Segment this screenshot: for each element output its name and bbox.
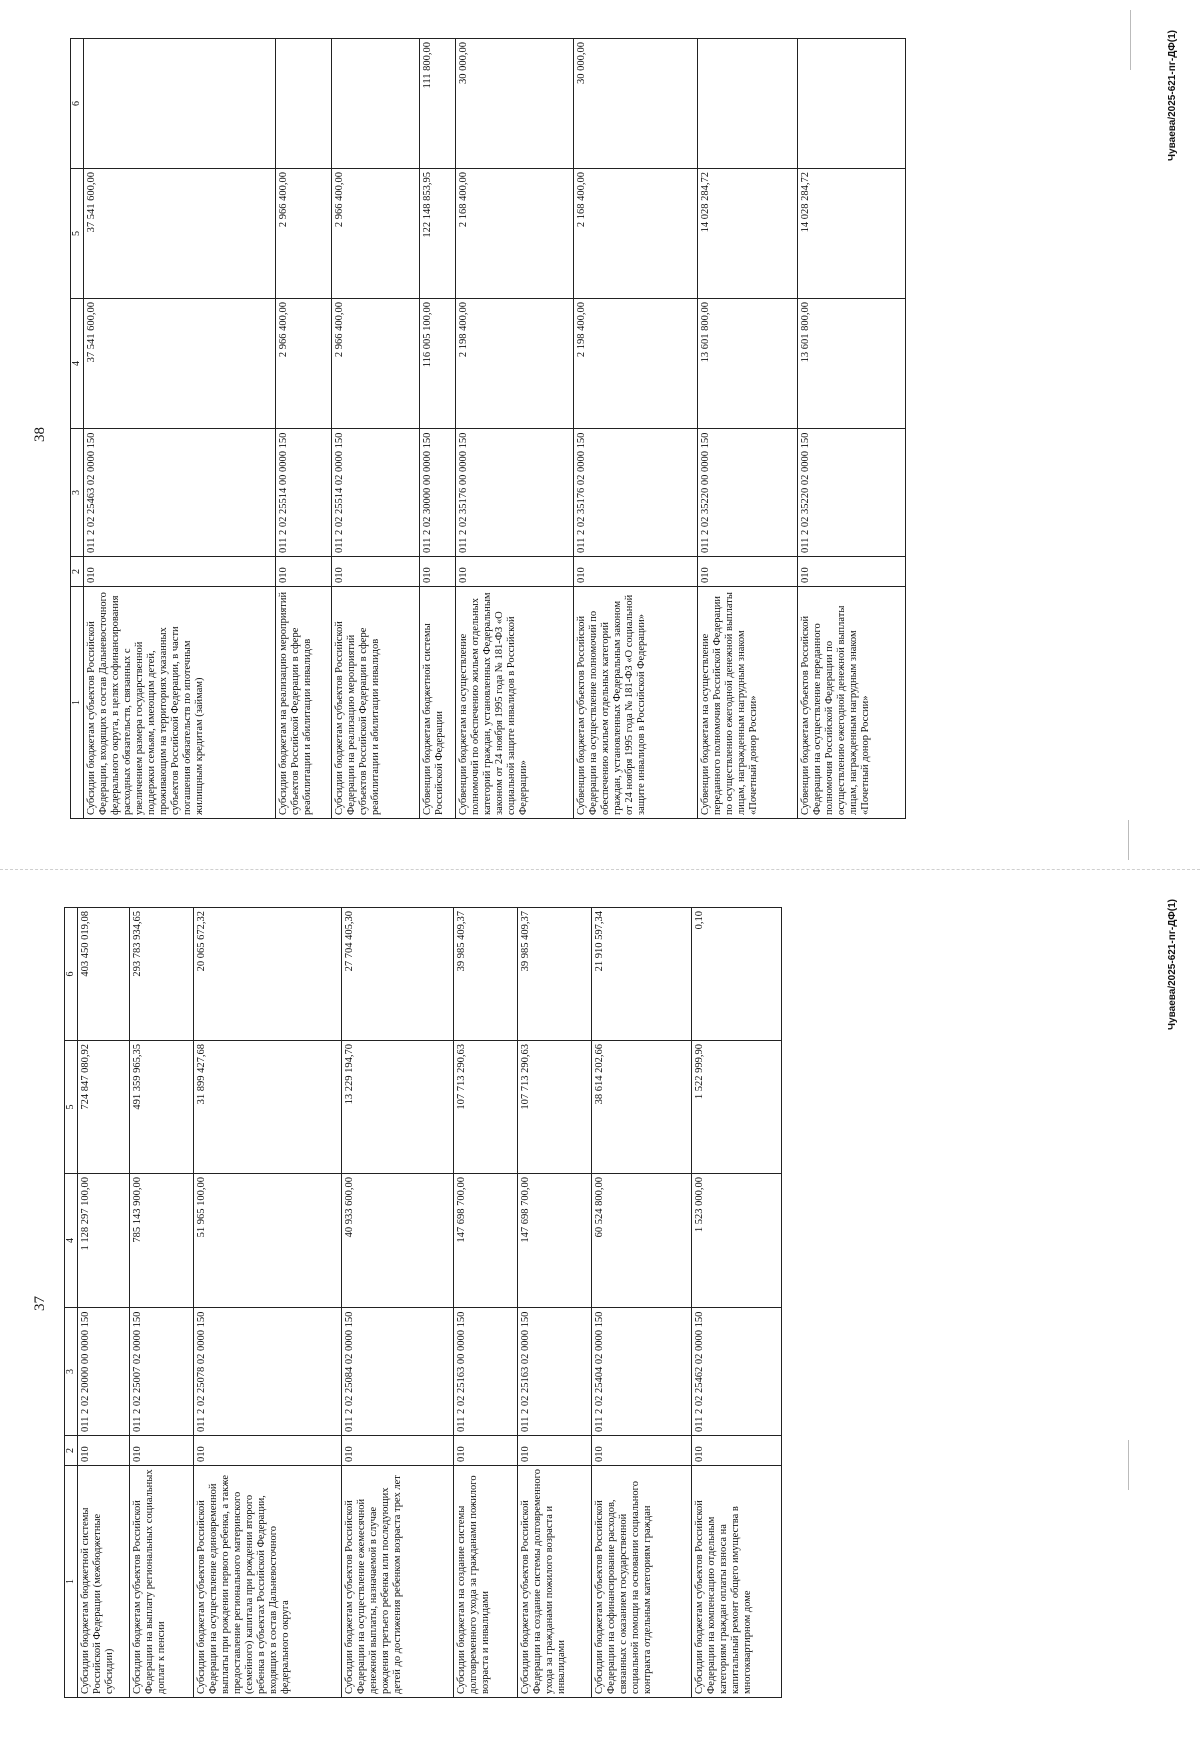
- table-row: [194, 908, 342, 1698]
- row-c4: 51 965 100,00: [194, 1174, 342, 1308]
- row-name: Субсидии бюджетам бюджетной системы Российской Федерации (межбюджетные субсидии): [78, 1466, 130, 1698]
- row-c5: 2 168 400,00: [456, 169, 574, 299]
- header-cell: 5: [65, 1041, 78, 1174]
- row-c4: 13 601 800,00: [698, 299, 798, 429]
- row-c4: 785 143 900,00: [130, 1174, 194, 1308]
- row-c4: 2 198 400,00: [456, 299, 574, 429]
- row-c6: 21 910 597,34: [592, 908, 692, 1041]
- row-c5: 14 028 284,72: [698, 169, 798, 299]
- table-row: [518, 908, 592, 1698]
- row-admin: 010: [518, 1436, 592, 1466]
- row-admin: 010: [420, 557, 456, 587]
- row-name: Субсидии бюджетам субъектов Российской Федерации на выплату региональных социальных доплат к пенсии: [130, 1466, 194, 1698]
- table-row: [698, 39, 798, 819]
- row-name: Субсидии бюджетам субъектов Российской Федерации, входящих в состав Дальневосточного федерального округа, в целях софинансирования расходных обязательств, связанных с увеличением размера государственной поддержки семьям, имеющим детей, проживающим на территориях указанных субъектов Российской Федерации, в части погашения обязательств по ипотечным жилищным кредитам (займам): [84, 587, 276, 819]
- row-code: 011 2 02 35176 00 0000 150: [456, 429, 574, 557]
- row-c5: 107 713 290,63: [454, 1041, 518, 1174]
- row-admin: 010: [130, 1436, 194, 1466]
- header-cell: 5: [71, 169, 84, 299]
- scan-artifact: [1128, 1440, 1129, 1490]
- table-row: [332, 39, 420, 819]
- row-code: 011 2 02 25404 02 0000 150: [592, 1308, 692, 1436]
- table-row: [84, 39, 276, 819]
- scan-artifact: [1130, 10, 1131, 70]
- row-c6: [84, 39, 276, 169]
- row-c5: 2 966 400,00: [276, 169, 332, 299]
- row-code: 011 2 02 25463 02 0000 150: [84, 429, 276, 557]
- row-c6: 30 000,00: [456, 39, 574, 169]
- row-c6: 20 065 672,32: [194, 908, 342, 1041]
- row-name: Субвенции бюджетам на осуществление полномочий по обеспечению жильем отдельных категорий граждан, установленных Федеральным законом от 24 ноября 1995 года № 181-ФЗ «О социальной защите инвалидов в Российской Федерации»: [456, 587, 574, 819]
- row-name: Субсидии бюджетам субъектов Российской Федерации на реализацию мероприятий субъектов Российской Федерации в сфере реабилитации и абилитации инвалидов: [332, 587, 420, 819]
- table-header-row: [71, 39, 84, 819]
- row-c4: 116 005 100,00: [420, 299, 456, 429]
- row-c4: 147 698 700,00: [454, 1174, 518, 1308]
- row-admin: 010: [698, 557, 798, 587]
- row-name: Субсидии бюджетам на реализацию мероприятий субъектов Российской Федерации в сфере реабилитации и абилитации инвалидов: [276, 587, 332, 819]
- row-code: 011 2 02 30000 00 0000 150: [420, 429, 456, 557]
- header-cell: 2: [71, 557, 84, 587]
- page-37-content: [0, 869, 1200, 1738]
- header-cell: 3: [65, 1308, 78, 1436]
- row-name: Субсидии бюджетам субъектов Российской Федерации на создание системы долговременного ухода за гражданами пожилого возраста и инвалидами: [518, 1466, 592, 1698]
- table-row: [692, 908, 782, 1698]
- row-c4: 147 698 700,00: [518, 1174, 592, 1308]
- row-c4: 60 524 800,00: [592, 1174, 692, 1308]
- row-admin: 010: [592, 1436, 692, 1466]
- row-code: 011 2 02 25462 02 0000 150: [692, 1308, 782, 1436]
- table-row: [342, 908, 454, 1698]
- row-c4: 1 128 297 100,00: [78, 1174, 130, 1308]
- row-c6: 27 704 405,30: [342, 908, 454, 1041]
- row-code: 011 2 02 25163 00 0000 150: [454, 1308, 518, 1436]
- table-row: [454, 908, 518, 1698]
- row-c6: [276, 39, 332, 169]
- table-row: [78, 908, 130, 1698]
- row-admin: 010: [454, 1436, 518, 1466]
- scan-artifact: [1128, 820, 1129, 860]
- row-admin: 010: [342, 1436, 454, 1466]
- row-c6: 30 000,00: [574, 39, 698, 169]
- row-code: 011 2 02 25514 00 0000 150: [276, 429, 332, 557]
- row-code: 011 2 02 25007 02 0000 150: [130, 1308, 194, 1436]
- row-c4: 2 966 400,00: [332, 299, 420, 429]
- row-admin: 010: [84, 557, 276, 587]
- budget-table: [70, 38, 906, 819]
- row-c6: 39 985 409,37: [454, 908, 518, 1041]
- row-c5: 13 229 194,70: [342, 1041, 454, 1174]
- row-c5: 31 899 427,68: [194, 1041, 342, 1174]
- header-cell: 1: [65, 1466, 78, 1698]
- row-admin: 010: [692, 1436, 782, 1466]
- row-c6: [698, 39, 798, 169]
- page-number: 37: [32, 1296, 48, 1311]
- budget-table: [64, 907, 782, 1698]
- row-name: Субвенции бюджетам бюджетной системы Российской Федерации: [420, 587, 456, 819]
- row-name: Субсидии бюджетам субъектов Российской Федерации на осуществление единовременной выплаты при рождении первого ребенка, а также предоставление регионального материнского (семейного) капитала при рождении второго ребенка в субъектах Российской Федерации, входящих в состав Дальневосточного федерального округа: [194, 1466, 342, 1698]
- row-name: Субвенции бюджетам на осуществление переданного полномочия Российской Федерации по осуществлению ежегодной денежной выплаты лицам, награжденным нагрудным знаком «Почетный донор России»: [698, 587, 798, 819]
- row-c5: 107 713 290,63: [518, 1041, 592, 1174]
- table-header-row: [65, 908, 78, 1698]
- page-footer: Чуваева/2025-621-пг-ДФ(1): [1167, 30, 1178, 161]
- header-cell: 3: [71, 429, 84, 557]
- row-c6: 39 985 409,37: [518, 908, 592, 1041]
- row-admin: 010: [456, 557, 574, 587]
- row-c5: 2 168 400,00: [574, 169, 698, 299]
- row-admin: 010: [798, 557, 906, 587]
- row-name: Субсидии бюджетам субъектов Российской Федерации на осуществление ежемесячной денежной выплаты, назначаемой в случае рождения третьего ребенка или последующих детей до достижения ребенком возраста трех лет: [342, 1466, 454, 1698]
- table-row: [574, 39, 698, 819]
- row-code: 011 2 02 35220 00 0000 150: [698, 429, 798, 557]
- row-admin: 010: [194, 1436, 342, 1466]
- row-name: Субвенции бюджетам субъектов Российской Федерации на осуществление полномочий по обеспечению жильем отдельных категорий граждан, установленных Федеральным законом от 24 ноября 1995 года № 181-ФЗ «О социальной защите инвалидов в Российской Федерации»: [574, 587, 698, 819]
- row-c5: 724 847 080,92: [78, 1041, 130, 1174]
- row-c4: 2 966 400,00: [276, 299, 332, 429]
- row-admin: 010: [332, 557, 420, 587]
- row-c6: [798, 39, 906, 169]
- row-name: Субсидии бюджетам на создание системы долговременного ухода за гражданами пожилого возраста и инвалидами: [454, 1466, 518, 1698]
- row-c4: 37 541 600,00: [84, 299, 276, 429]
- row-admin: 010: [78, 1436, 130, 1466]
- table-row: [420, 39, 456, 819]
- row-code: 011 2 02 20000 00 0000 150: [78, 1308, 130, 1436]
- header-cell: 1: [71, 587, 84, 819]
- page-number: 38: [32, 427, 48, 442]
- row-admin: 010: [574, 557, 698, 587]
- row-code: 011 2 02 35176 02 0000 150: [574, 429, 698, 557]
- row-c5: 491 359 965,35: [130, 1041, 194, 1174]
- header-cell: 4: [65, 1174, 78, 1308]
- row-c4: 13 601 800,00: [798, 299, 906, 429]
- row-c6: [332, 39, 420, 169]
- page-footer: Чуваева/2025-621-пг-ДФ(1): [1167, 899, 1178, 1030]
- table-row: [592, 908, 692, 1698]
- header-cell: 4: [71, 299, 84, 429]
- row-code: 011 2 02 25163 02 0000 150: [518, 1308, 592, 1436]
- row-code: 011 2 02 25078 02 0000 150: [194, 1308, 342, 1436]
- table-row: [130, 908, 194, 1698]
- table-row: [456, 39, 574, 819]
- row-c6: 293 783 934,65: [130, 908, 194, 1041]
- row-code: 011 2 02 25514 02 0000 150: [332, 429, 420, 557]
- row-c4: 2 198 400,00: [574, 299, 698, 429]
- row-c5: 37 541 600,00: [84, 169, 276, 299]
- row-c6: 0,10: [692, 908, 782, 1041]
- row-c5: 14 028 284,72: [798, 169, 906, 299]
- row-name: Субсидии бюджетам субъектов Российской Федерации на софинансирование расходов, связанных с оказанием государственной социальной помощи на основании социального контракта отдельным категориям граждан: [592, 1466, 692, 1698]
- row-name: Субсидии бюджетам субъектов Российской Федерации на компенсацию отдельным категориям граждан оплаты взноса на капитальный ремонт общего имущества в многоквартирном доме: [692, 1466, 782, 1698]
- table-row: [276, 39, 332, 819]
- row-c5: 2 966 400,00: [332, 169, 420, 299]
- header-cell: 2: [65, 1436, 78, 1466]
- row-c5: 122 148 853,95: [420, 169, 456, 299]
- row-c4: 40 933 600,00: [342, 1174, 454, 1308]
- row-name: Субвенции бюджетам субъектов Российской Федерации на осуществление переданного полномочия Российской Федерации по осуществлению ежегодной денежной выплаты лицам, награжденным нагрудным знаком «Почетный донор России»: [798, 587, 906, 819]
- row-c6: 111 800,00: [420, 39, 456, 169]
- row-c5: 1 522 999,90: [692, 1041, 782, 1174]
- row-admin: 010: [276, 557, 332, 587]
- sheet-page-37: [0, 869, 1200, 1738]
- row-c5: 38 614 202,66: [592, 1041, 692, 1174]
- row-code: 011 2 02 25084 02 0000 150: [342, 1308, 454, 1436]
- row-c4: 1 523 000,00: [692, 1174, 782, 1308]
- header-cell: 6: [65, 908, 78, 1041]
- row-c6: 403 450 019,08: [78, 908, 130, 1041]
- table-row: [798, 39, 906, 819]
- header-cell: 6: [71, 39, 84, 169]
- row-code: 011 2 02 35220 02 0000 150: [798, 429, 906, 557]
